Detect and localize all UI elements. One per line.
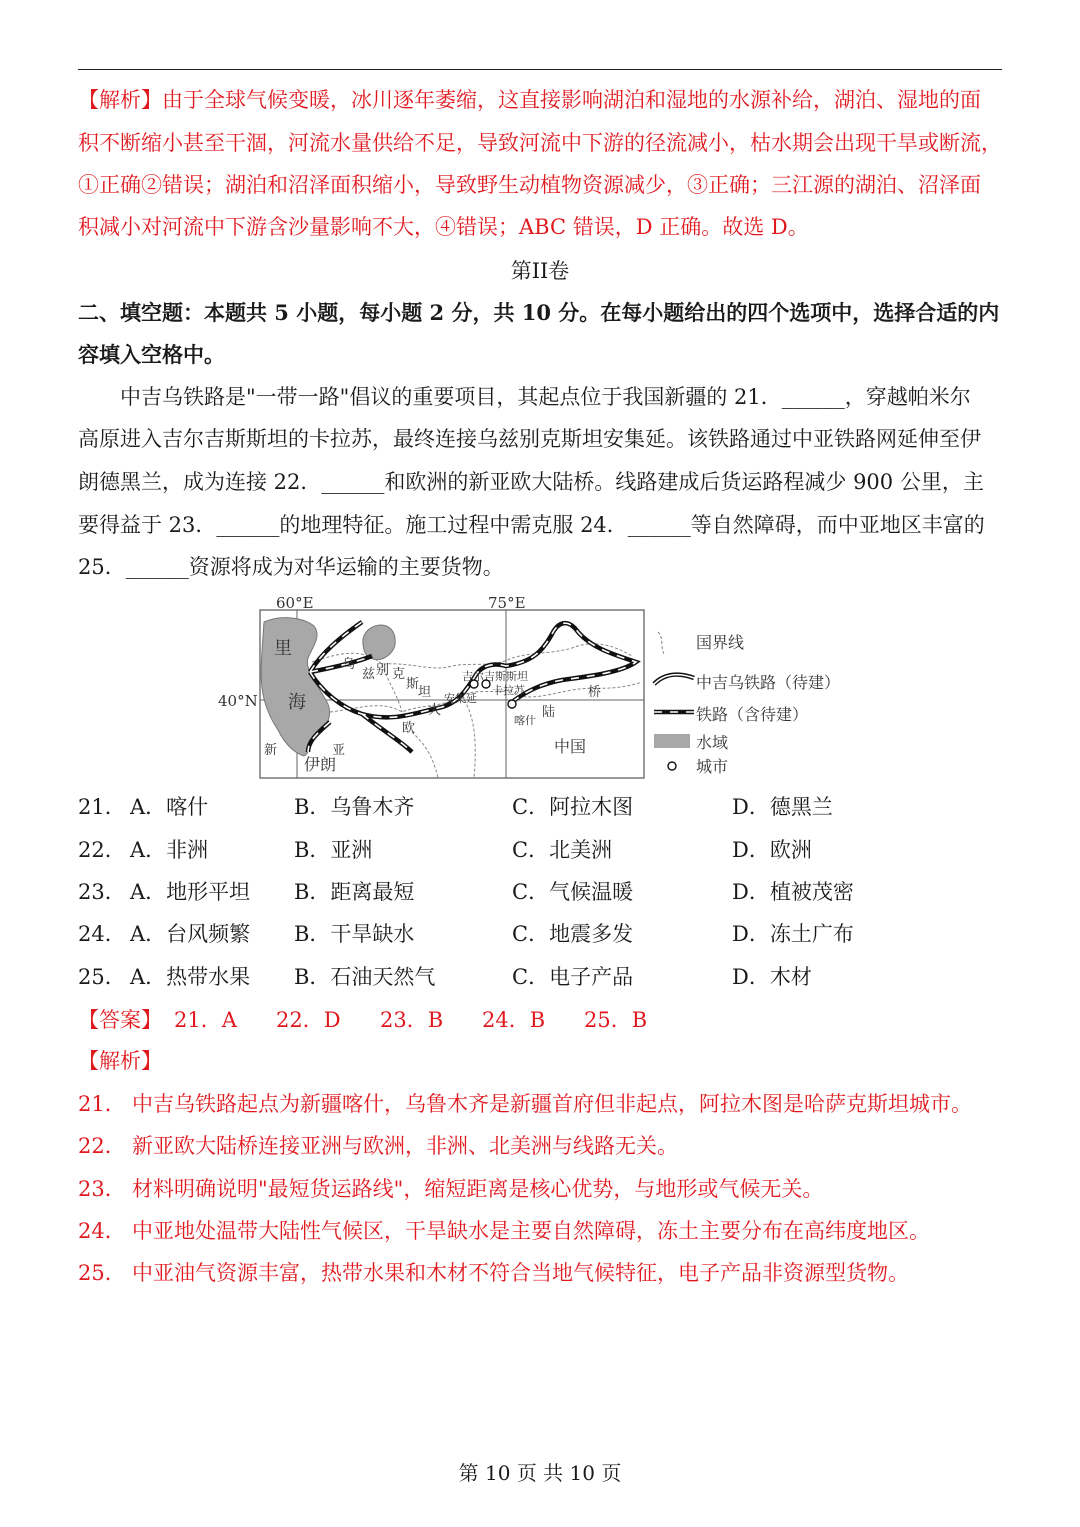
answer-row (78, 1005, 1002, 1035)
section-heading-line-1: 二、填空题：本题共 5 小题，每小题 2 分，共 10 分。在每小题给出的四个选项中，选择合适的内 (78, 300, 1000, 325)
label-kyrgyzstan: 吉尔吉斯斯坦 (462, 670, 528, 683)
analysis-item-23 (78, 1174, 1002, 1204)
analysis-label: 【解析】 (78, 1049, 162, 1073)
legend-water: 水域 (696, 733, 729, 752)
option-c: C．阿拉木图 (512, 795, 634, 819)
question-22 (78, 835, 1002, 865)
label-uz-1: 乌 (342, 657, 356, 672)
label-uz-6: 坦 (418, 685, 432, 700)
label-qiao: 桥 (588, 685, 602, 700)
answer-21: 21．A (174, 1008, 237, 1032)
question-number: 24． (78, 922, 126, 946)
lon-label-75: 75°E (488, 594, 526, 612)
answer-25: 25．B (584, 1008, 648, 1032)
prev-analysis-line-2: 积不断缩小甚至干涸，河流水量供给不足，导致河流中下游的径流减小，枯水期会出现干旱或断流， (78, 131, 1002, 155)
option-a: A．非洲 (130, 838, 209, 862)
option-a: A．热带水果 (130, 965, 251, 989)
legend-railway: 铁路（含待建） (696, 705, 809, 724)
label-karasu: 卡拉苏 (492, 684, 525, 697)
label-uz-3: 别 (376, 663, 390, 678)
passage-line-1: 中吉乌铁路是"一带一路"倡议的重要项目，其起点位于我国新疆的 21．______，穿越帕米尔 (120, 385, 971, 409)
section-heading-line-2: 容填入空格中。 (78, 342, 225, 367)
label-iran: 伊朗 (304, 755, 337, 774)
analysis-text: 材料明确说明"最短货运路线"，缩短距离是核心优势，与地形或气候无关。 (132, 1177, 824, 1201)
option-c: C．北美洲 (512, 838, 613, 862)
question-number: 23． (78, 880, 126, 904)
page-footer: 第 10 页 共 10 页 (458, 1461, 622, 1485)
option-c: C．电子产品 (512, 965, 634, 989)
analysis-number: 24． (78, 1219, 126, 1243)
analysis-item-22 (78, 1131, 1002, 1161)
passage-line-4: 要得益于 23．______的地理特征。施工过程中需克服 24．______等自然障碍，而中亚地区丰富的 (78, 513, 985, 537)
answer-22: 22．D (276, 1008, 341, 1032)
question-number: 21． (78, 795, 126, 819)
option-d: D．欧洲 (732, 838, 812, 862)
option-b: B．干旱缺水 (294, 922, 415, 946)
label-caspian-1: 里 (274, 638, 292, 659)
label-ou: 欧 (402, 721, 416, 736)
label-caspian-2: 海 (288, 692, 306, 713)
label-china: 中国 (554, 737, 587, 756)
label-uz-2: 兹 (362, 667, 376, 682)
option-a: A．地形平坦 (130, 880, 251, 904)
legend-zjw-railway: 中吉乌铁路（待建） (696, 673, 841, 692)
option-b: B．亚洲 (294, 838, 373, 862)
analysis-item-24 (78, 1216, 1002, 1246)
analysis-number: 25． (78, 1261, 126, 1285)
passage-line-3: 朗德黑兰，成为连接 22．______和欧洲的新亚欧大陆桥。线路建成后货运路程减少 900 公里，主 (78, 470, 984, 494)
prev-analysis-line-3: ①正确②错误；湖泊和沼泽面积缩小，导致野生动植物资源减少，③正确；三江源的湖泊、沼泽面 (78, 173, 981, 197)
label-uz-5: 斯 (406, 677, 420, 692)
option-b: B．距离最短 (294, 880, 415, 904)
legend-city: 城市 (696, 757, 729, 776)
question-23 (78, 877, 1002, 907)
option-b: B．乌鲁木齐 (294, 795, 415, 819)
option-c: C．地震多发 (512, 922, 634, 946)
analysis-number: 22． (78, 1134, 126, 1158)
option-d: D．冻土广布 (732, 922, 854, 946)
header-rule (78, 69, 1002, 70)
prev-analysis-line-1: 【解析】由于全球气候变暖，冰川逐年萎缩，这直接影响湖泊和湿地的水源补给，湖泊、湿地的面 (78, 88, 981, 112)
legend-water-symbol (654, 734, 690, 748)
option-a: A．喀什 (130, 795, 209, 819)
legend-border: 国界线 (696, 633, 745, 652)
label-lu: 陆 (542, 705, 556, 720)
question-24 (78, 919, 1002, 949)
label-new-1: 新 (264, 743, 278, 758)
analysis-text: 中亚油气资源丰富，热带水果和木材不符合当地气候特征，电子产品非资源型货物。 (132, 1261, 909, 1285)
label-da: 大 (428, 703, 442, 718)
question-number: 22． (78, 838, 126, 862)
lat-label-40: 40°N (218, 692, 258, 710)
prev-analysis-line-4: 积减小对河流中下游含沙量影响不大，④错误；ABC 错误，D 正确。故选 D。 (78, 215, 809, 239)
analysis-item-25 (78, 1258, 1002, 1288)
analysis-text: 中亚地处温带大陆性气候区，干旱缺水是主要自然障碍，冻土主要分布在高纬度地区。 (132, 1219, 930, 1243)
option-b: B．石油天然气 (294, 965, 436, 989)
map-legend (654, 632, 840, 776)
passage-line-5: 25．______资源将成为对华运输的主要货物。 (78, 555, 504, 579)
analysis-number: 23． (78, 1177, 126, 1201)
analysis-text: 中吉乌铁路起点为新疆喀什，乌鲁木齐是新疆首府但非起点，阿拉木图是哈萨克斯坦城市。 (132, 1092, 972, 1116)
label-andijan: 安集延 (444, 692, 477, 705)
analysis-number: 21． (78, 1092, 126, 1116)
label-ya: 亚 (332, 743, 346, 758)
legend-city-symbol (668, 762, 676, 770)
railway-map (212, 592, 862, 784)
passage-line-2: 高原进入吉尔吉斯斯坦的卡拉苏，最终连接乌兹别克斯坦安集延。该铁路通过中亚铁路网延伸至伊 (78, 427, 981, 451)
label-uz-4: 克 (392, 667, 406, 682)
option-c: C．气候温暖 (512, 880, 634, 904)
option-d: D．德黑兰 (732, 795, 833, 819)
option-a: A．台风频繁 (130, 922, 251, 946)
answer-23: 23．B (380, 1008, 444, 1032)
legend-border-symbol (658, 632, 664, 654)
label-kashgar: 喀什 (514, 714, 536, 727)
lon-label-60: 60°E (276, 594, 314, 612)
question-21 (78, 792, 1002, 822)
question-number: 25． (78, 965, 126, 989)
option-d: D．植被茂密 (732, 880, 854, 904)
answer-label: 【答案】 (78, 1008, 162, 1032)
question-25 (78, 962, 1002, 992)
section-title: 第II卷 (510, 259, 570, 283)
option-d: D．木材 (732, 965, 812, 989)
analysis-text: 新亚欧大陆桥连接亚洲与欧洲，非洲、北美洲与线路无关。 (132, 1134, 678, 1158)
answer-24: 24．B (482, 1008, 546, 1032)
analysis-item-21 (78, 1089, 1002, 1119)
